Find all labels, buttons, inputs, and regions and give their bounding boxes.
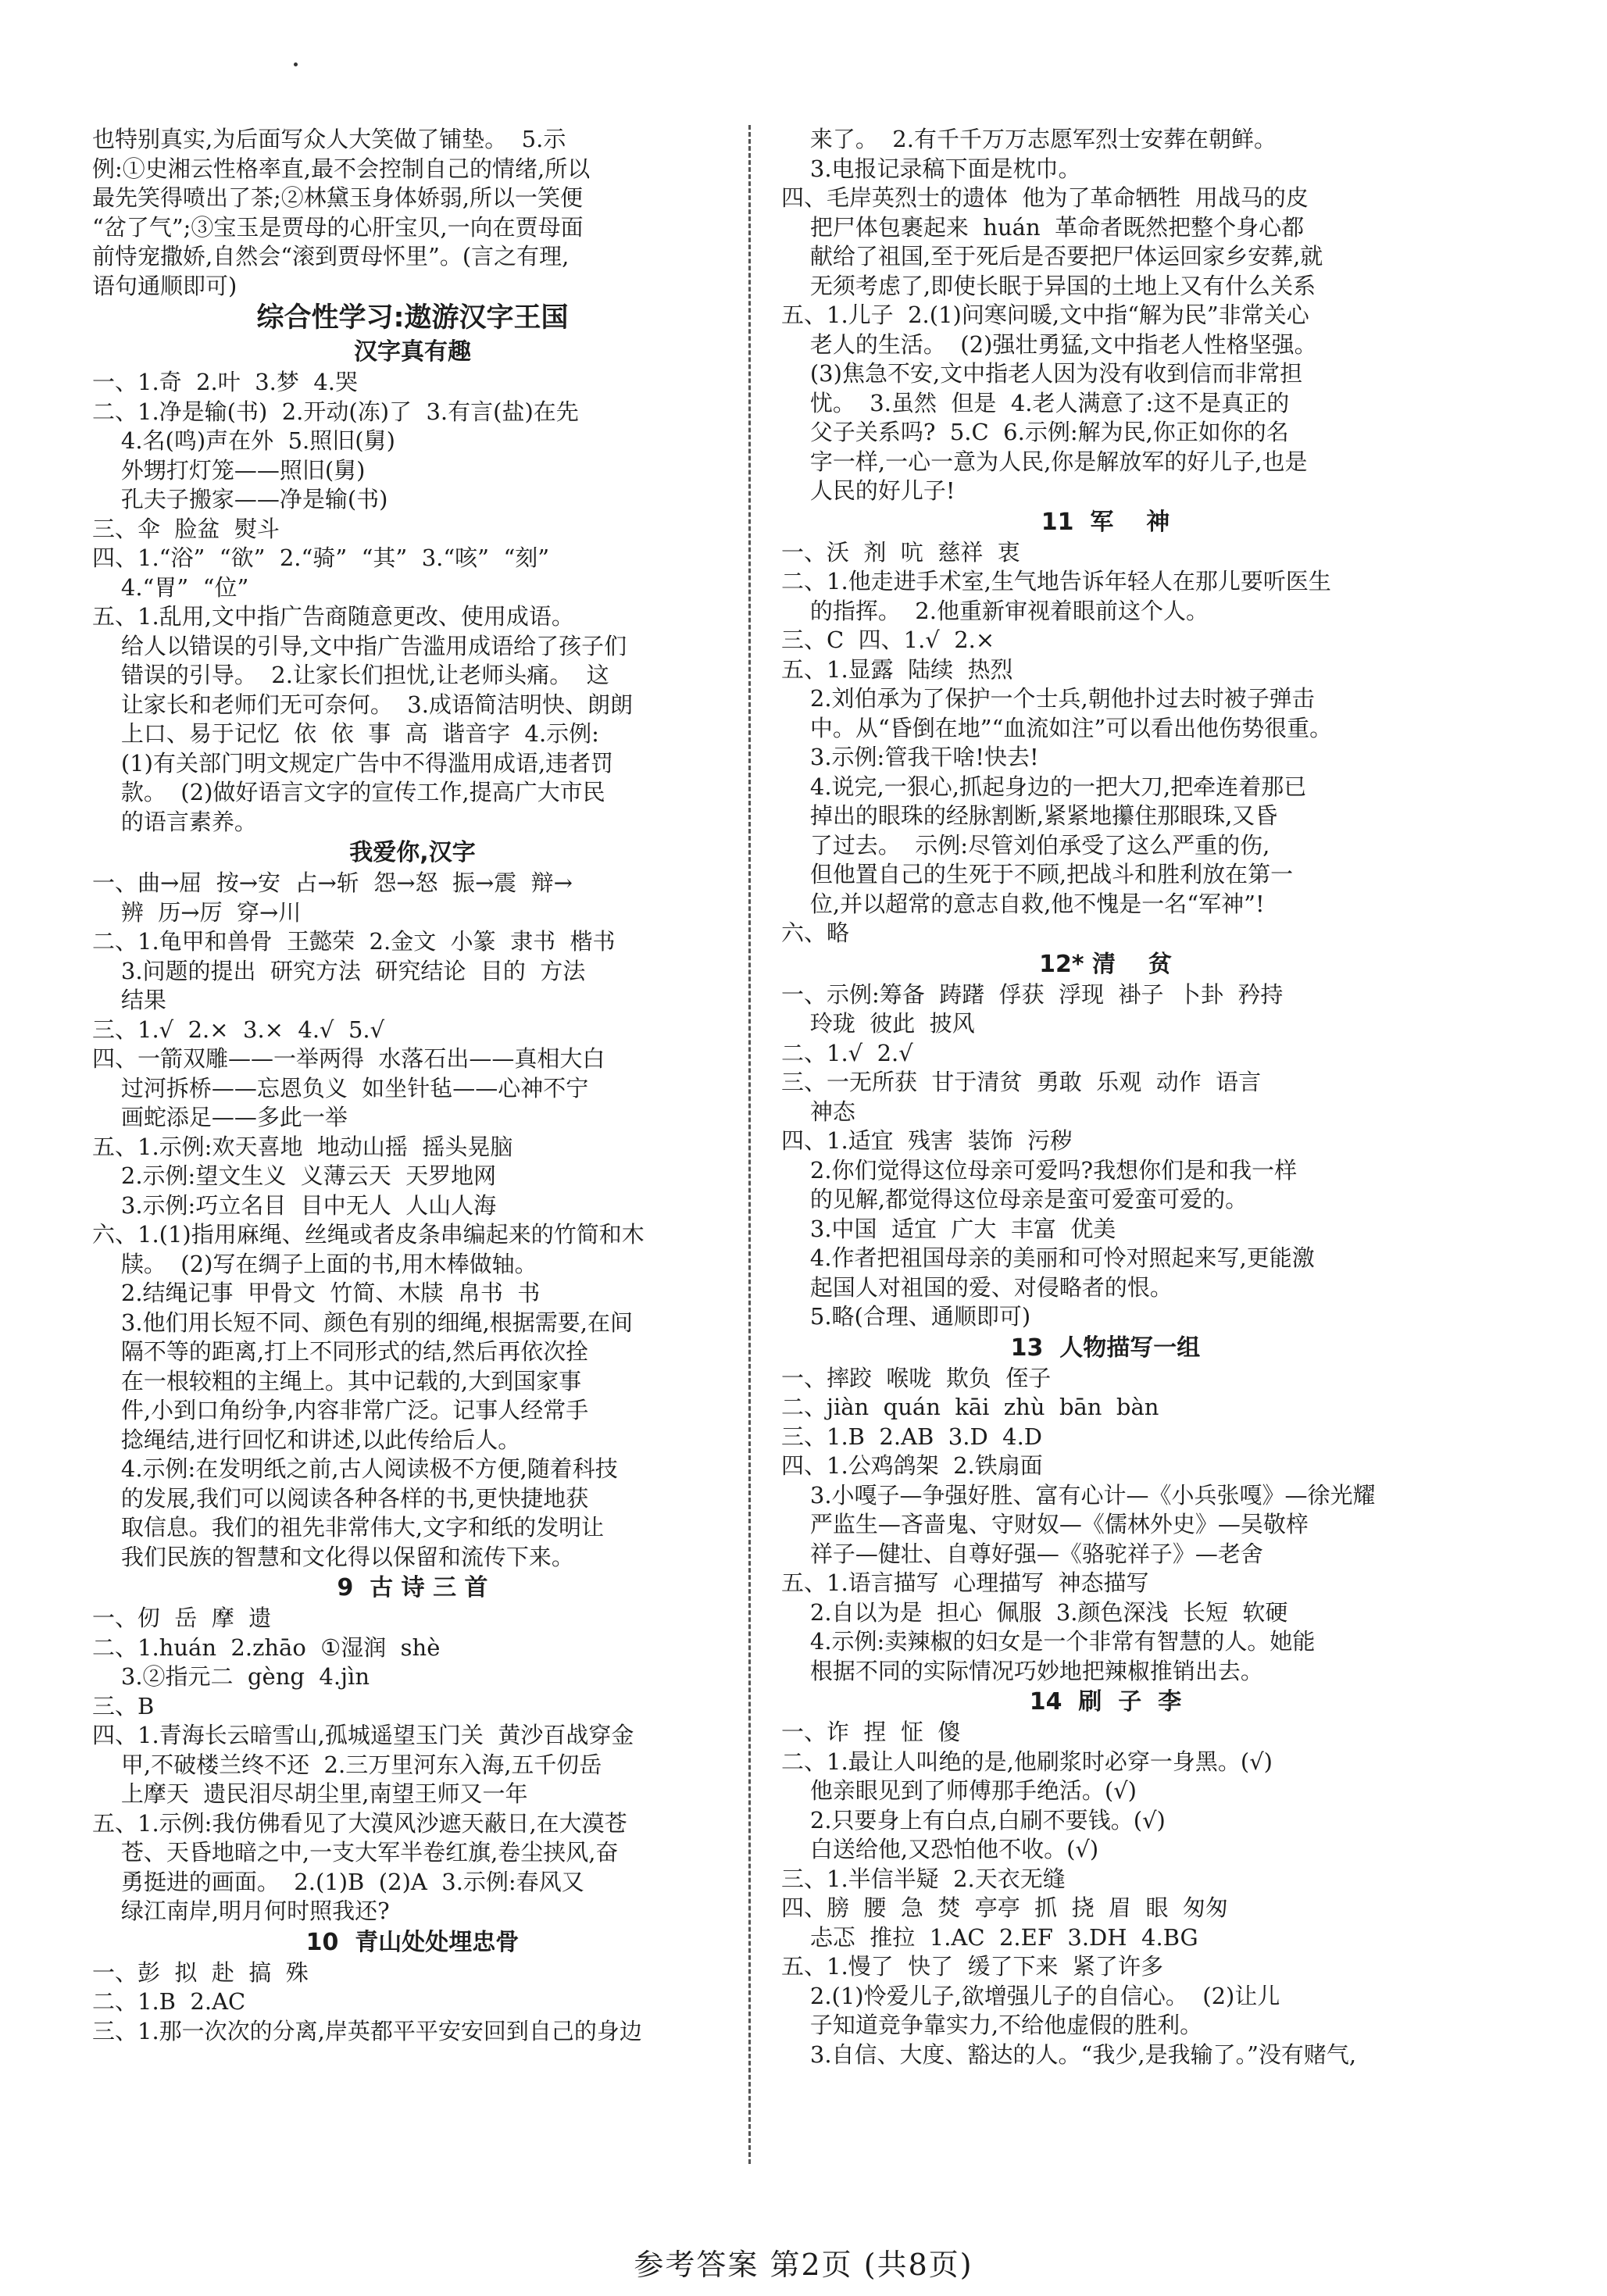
answer-line: 甲,不破楼兰终不还 2.三万里河东入海,五千仞岳 — [92, 1751, 602, 1778]
answer-line: 一、曲→屈 按→安 占→斩 怨→怒 振→震 辩→ — [92, 869, 573, 896]
answer-line: 最先笑得喷出了茶;②林黛玉身体娇弱,所以一笑便 — [92, 184, 583, 211]
answer-line: 了过去。 示例:尽管刘伯承受了这么严重的伤, — [781, 831, 1270, 859]
answer-line: 三、伞 脸盆 熨斗 — [92, 515, 280, 542]
answer-line: 六、1.(1)指用麻绳、丝绳或者皮条串编起来的竹简和木 — [92, 1221, 645, 1248]
answer-line: 2.自以为是 担心 佩服 3.颜色深浅 长短 软硬 — [781, 1598, 1288, 1626]
answer-line: 前恃宠撒娇,自然会“滚到贾母怀里”。(言之有理, — [92, 243, 570, 270]
answer-line: 父子关系吗? 5.C 6.示例:解为民,你正如你的名 — [781, 419, 1289, 445]
answer-line: 二、1.最让人叫绝的是,他刷浆时必穿一身黑。(√) — [781, 1748, 1273, 1775]
answer-line: 让家长和老师们无可奈何。 3.成语简洁明快、朗朗 — [92, 691, 633, 718]
answer-line: 老人的生活。 (2)强壮勇猛,文中指老人性格坚强。 — [781, 330, 1317, 358]
answer-line: 子知道竞争靠实力,不给他虚假的胜利。 — [781, 2012, 1203, 2038]
answer-line: 中。从“昏倒在地”“血流如注”可以看出他伤势很重。 — [781, 714, 1333, 741]
answer-line: 五、1.示例:欢天喜地 地动山摇 摇头晃脑 — [92, 1133, 513, 1160]
answer-line: 二、1.龟甲和兽骨 王懿荣 2.金文 小篆 隶书 楷书 — [92, 928, 616, 955]
answer-line: 3.中国 适宜 广大 丰富 优美 — [781, 1215, 1116, 1242]
left-column — [92, 125, 733, 2046]
answer-line: 4.作者把祖国母亲的美丽和可怜对照起来写,更能激 — [781, 1244, 1315, 1271]
answer-line: 2.示例:望文生义 义薄云天 天罗地网 — [92, 1162, 497, 1189]
answer-line: 一、仞 岳 摩 遗 — [92, 1605, 272, 1631]
answer-line: 四、一箭双雕——一举两得 水落石出——真相大白 — [92, 1045, 605, 1072]
answer-line: 二、1.B 2.AC — [92, 1988, 246, 2015]
answer-line: 给人以错误的引导,文中指广告滥用成语给了孩子们 — [92, 632, 627, 659]
answer-line: 根据不同的实际情况巧妙地把辣椒推销出去。 — [781, 1657, 1263, 1684]
answer-line: 2.只要身上有白点,白刷不要钱。(√) — [781, 1806, 1166, 1834]
answer-line: 字一样,一心一意为人民,你是解放军的好儿子,也是 — [781, 448, 1308, 475]
answer-line: 五、1.语言描写 心理描写 神态描写 — [781, 1569, 1149, 1596]
section-heading: 10 青山处处埋忠骨 — [305, 1928, 520, 1956]
answer-line: 3.示例:管我干啥!快去! — [781, 744, 1039, 770]
column-divider — [748, 125, 751, 2164]
answer-line: 掉出的眼珠的经脉割断,紧紧地攥住那眼珠,又昏 — [781, 802, 1278, 829]
answer-line: 二、1.他走进手术室,生气地告诉年轻人在那儿要听医生 — [781, 568, 1331, 595]
answer-line: 2.结绳记事 甲骨文 竹简、木牍 帛书 书 — [92, 1280, 541, 1306]
answer-line: 上摩天 遗民泪尽胡尘里,南望王师又一年 — [92, 1780, 528, 1807]
answer-line: 二、jiàn quán kāi zhù bān bàn — [781, 1394, 1159, 1420]
answer-line: 5.略(合理、通顺即可) — [781, 1303, 1031, 1330]
answer-line: 人民的好儿子! — [781, 477, 955, 504]
answer-line: 起国人对祖国的爱、对侵略者的恨。 — [781, 1273, 1173, 1301]
answer-line: 件,小到口角纷争,内容非常广泛。记事人经常手 — [92, 1397, 589, 1423]
answer-line: 四、膀 腰 急 焚 亭亭 抓 挠 眉 眼 匆匆 — [781, 1894, 1228, 1921]
right-column — [781, 125, 1430, 2069]
answer-line: 一、彭 拟 赴 搞 殊 — [92, 1959, 309, 1986]
answer-line: 捻绳结,进行回忆和讲述,以此传给后人。 — [92, 1426, 521, 1453]
answer-line: 五、1.示例:我仿佛看见了大漠风沙遮天蔽日,在大漠苍 — [92, 1809, 627, 1837]
answer-line: 神态 — [781, 1098, 855, 1125]
answer-line: 他亲眼见到了师傅那手绝活。(√) — [781, 1777, 1137, 1804]
answer-line: 3.示例:巧立名目 目中无人 人山人海 — [92, 1191, 497, 1219]
section-heading: 综合性学习:遨游汉字王国 — [256, 302, 569, 334]
answer-line: 五、1.儿子 2.(1)问寒问暖,文中指“解为民”非常关心 — [781, 302, 1309, 328]
answer-line: 过河拆桥——忘恩负义 如坐针毡——心神不宁 — [92, 1074, 589, 1102]
page-mark — [294, 62, 298, 66]
answer-line: 的发展,我们可以阅读各种各样的书,更快捷地获 — [92, 1484, 589, 1512]
answer-line: (1)有关部门明文规定广告中不得滥用成语,违者罚 — [92, 749, 614, 777]
answer-line: 忐忑 推拉 1.AC 2.EF 3.DH 4.BG — [781, 1923, 1198, 1951]
answer-line: 3.②指元二 gèng 4.jìn — [92, 1663, 370, 1690]
answer-line: 上口、易于记忆 依 依 事 高 谐音字 4.示例: — [92, 720, 599, 747]
answer-line: 一、1.奇 2.叶 3.梦 4.哭 — [92, 369, 358, 395]
answer-line: 三、1.√ 2.× 3.× 4.√ 5.√ — [92, 1016, 385, 1043]
answer-line: 三、B — [92, 1692, 155, 1719]
answer-line: 3.小嘎子—争强好胜、富有心计—《小兵张嘎》—徐光耀 — [781, 1481, 1376, 1509]
answer-line: 一、摔跤 喉咙 欺负 侄子 — [781, 1364, 1052, 1391]
answer-line: 我们民族的智慧和文化得以保留和流传下来。 — [92, 1543, 574, 1570]
answer-line: 例:①史湘云性格率直,最不会控制自己的情绪,所以 — [92, 155, 591, 182]
answer-line: 四、1.公鸡鸽架 2.铁扇面 — [781, 1452, 1043, 1479]
answer-line: 一、诈 捏 怔 傻 — [781, 1719, 961, 1745]
section-heading: 9 古 诗 三 首 — [337, 1574, 488, 1601]
answer-line: 的语言素养。 — [92, 808, 257, 835]
answer-line: 2.刘伯承为了保护一个士兵,朝他扑过去时被子弹击 — [781, 685, 1315, 712]
answer-line: 无须考虑了,即使长眠于异国的土地上又有什么关系 — [781, 272, 1316, 299]
answer-line: 四、1.适宜 残害 装饰 污秽 — [781, 1127, 1073, 1154]
answer-line: 位,并以超常的意志自救,他不愧是一名“军神”! — [781, 890, 1265, 917]
answer-line: 把尸体包裹起来 huán 革命者既然把整个身心都 — [781, 213, 1305, 241]
answer-line: 四、毛岸英烈士的遗体 他为了革命牺牲 用战马的皮 — [781, 184, 1309, 211]
answer-line: 勇挺进的画面。 2.(1)B (2)A 3.示例:春风又 — [92, 1868, 584, 1895]
section-heading: 14 刷 子 李 — [1029, 1688, 1182, 1716]
answer-line: 六、略 — [781, 919, 850, 946]
answer-line: 玲珑 彼此 披风 — [781, 1010, 975, 1037]
answer-line: 2.你们觉得这位母亲可爱吗?我想你们是和我一样 — [781, 1156, 1298, 1184]
answer-line: 孔夫子搬家——净是输(书) — [92, 486, 388, 512]
answer-line: 三、1.那一次次的分离,岸英都平平安安回到自己的身边 — [92, 2017, 642, 2044]
answer-line: 语句通顺即可) — [92, 272, 237, 299]
answer-line: 苍、天昏地暗之中,一支大军半卷红旗,卷尘挟风,奋 — [92, 1839, 619, 1866]
answer-line: 牍。 (2)写在绸子上面的书,用木棒做轴。 — [92, 1250, 537, 1277]
answer-line: 献给了祖国,至于死后是否要把尸体运回家乡安葬,就 — [781, 243, 1323, 270]
answer-line: 四、1.“浴” “欲” 2.“骑” “其” 3.“咳” “刻” — [92, 545, 550, 571]
answer-line: 白送给他,又恐怕他不收。(√) — [781, 1836, 1099, 1862]
answer-line: 但他置自己的生死于不顾,把战斗和胜利放在第一 — [781, 861, 1294, 887]
answer-line: 来了。 2.有千千万万志愿军烈士安葬在朝鲜。 — [781, 126, 1277, 152]
answer-line: 4.示例:在发明纸之前,古人阅读极不方便,随着科技 — [92, 1455, 618, 1482]
answer-line: 取信息。我们的祖先非常伟大,文字和纸的发明让 — [92, 1514, 605, 1541]
answer-line: 五、1.显露 陆续 热烈 — [781, 655, 1013, 683]
answer-line: 错误的引导。 2.让家长们担忧,让老师头痛。 这 — [92, 662, 609, 688]
answer-line: 也特别真实,为后面写众人大笑做了铺垫。 5.示 — [92, 126, 566, 152]
answer-line: 绿江南岸,明月何时照我还? — [92, 1898, 390, 1924]
section-heading: 12* 清 贫 — [1039, 950, 1172, 978]
answer-line: 3.自信、大度、豁达的人。“我少,是我输了。”没有赌气, — [781, 2041, 1357, 2068]
answer-line: 三、一无所获 甘于清贫 勇敢 乐观 动作 语言 — [781, 1069, 1262, 1095]
answer-line: 辨 历→厉 穿→川 — [92, 898, 302, 926]
answer-line: 的见解,都觉得这位母亲是蛮可爱蛮可爱的。 — [781, 1186, 1248, 1212]
answer-line: 祥子—健壮、自尊好强—《骆驼祥子》—老舍 — [781, 1540, 1263, 1567]
answer-line: 五、1.慢了 快了 缓了下来 紧了许多 — [781, 1953, 1163, 1980]
answer-line: 二、1.huán 2.zhāo ①湿润 shè — [92, 1634, 441, 1661]
answer-line: 二、1.净是输(书) 2.开动(冻)了 3.有言(盐)在先 — [92, 398, 579, 425]
answer-line: “岔了气”;③宝玉是贾母的心肝宝贝,一向在贾母面 — [92, 213, 584, 241]
answer-line: 四、1.青海长云暗雪山,孤城遥望玉门关 黄沙百战穿金 — [92, 1722, 634, 1748]
answer-line: 隔不等的距离,打上不同形式的结,然后再依次拴 — [92, 1338, 589, 1365]
answer-line: 2.(1)怜爱儿子,欲增强儿子的自信心。 (2)让儿 — [781, 1982, 1280, 2009]
answer-line: 外甥打灯笼——照旧(舅) — [92, 456, 366, 484]
answer-line: 画蛇添足——多此一举 — [92, 1104, 348, 1130]
answer-line: 4.名(鸣)声在外 5.照旧(舅) — [92, 427, 395, 454]
page-footer: 参考答案 第2页 (共8页) — [634, 2248, 973, 2282]
answer-line: 4.示例:卖辣椒的妇女是一个非常有智慧的人。她能 — [781, 1628, 1316, 1655]
answer-line: 三、C 四、1.√ 2.× — [781, 627, 995, 653]
section-heading: 11 军 神 — [1041, 508, 1170, 536]
section-heading: 汉字真有趣 — [354, 338, 471, 366]
answer-line: 三、1.B 2.AB 3.D 4.D — [781, 1423, 1043, 1450]
answer-line: 4.说完,一狠心,抓起身边的一把大刀,把牵连着那已 — [781, 773, 1307, 800]
answer-line: 五、1.乱用,文中指广告商随意更改、使用成语。 — [92, 603, 574, 630]
answer-line: 一、沃 剂 吭 慈祥 衷 — [781, 538, 1020, 566]
answer-line: 二、1.√ 2.√ — [781, 1039, 913, 1066]
answer-line: 三、1.半信半疑 2.天衣无缝 — [781, 1865, 1066, 1892]
answer-line: 忧。 3.虽然 但是 4.老人满意了:这不是真正的 — [781, 389, 1290, 416]
answer-line: 3.电报记录稿下面是枕巾。 — [781, 155, 1081, 182]
answer-line: 3.他们用长短不同、颜色有别的细绳,根据需要,在间 — [92, 1309, 633, 1336]
answer-line: 3.问题的提出 研究方法 研究结论 目的 方法 — [92, 957, 586, 984]
answer-line: 4.“胃” “位” — [92, 573, 249, 601]
answer-line: 在一根较粗的主绳上。其中记载的,大到国家事 — [92, 1367, 582, 1394]
answer-line: 结果 — [92, 987, 166, 1013]
answer-line: (3)焦急不安,文中指老人因为没有收到信而非常担 — [781, 360, 1303, 387]
answer-line: 严监生—吝啬鬼、守财奴—《儒林外史》—吴敬梓 — [781, 1511, 1309, 1537]
answer-line: 的指挥。 2.他重新审视着眼前这个人。 — [781, 597, 1209, 624]
section-heading: 我爱你,汉字 — [349, 839, 476, 866]
answer-line: 一、示例:筹备 踌躇 俘获 浮现 褂子 卜卦 矜持 — [781, 980, 1284, 1008]
section-heading: 13 人物描写一组 — [1010, 1334, 1201, 1362]
answer-line: 款。 (2)做好语言文字的宣传工作,提高广大市民 — [92, 779, 605, 805]
